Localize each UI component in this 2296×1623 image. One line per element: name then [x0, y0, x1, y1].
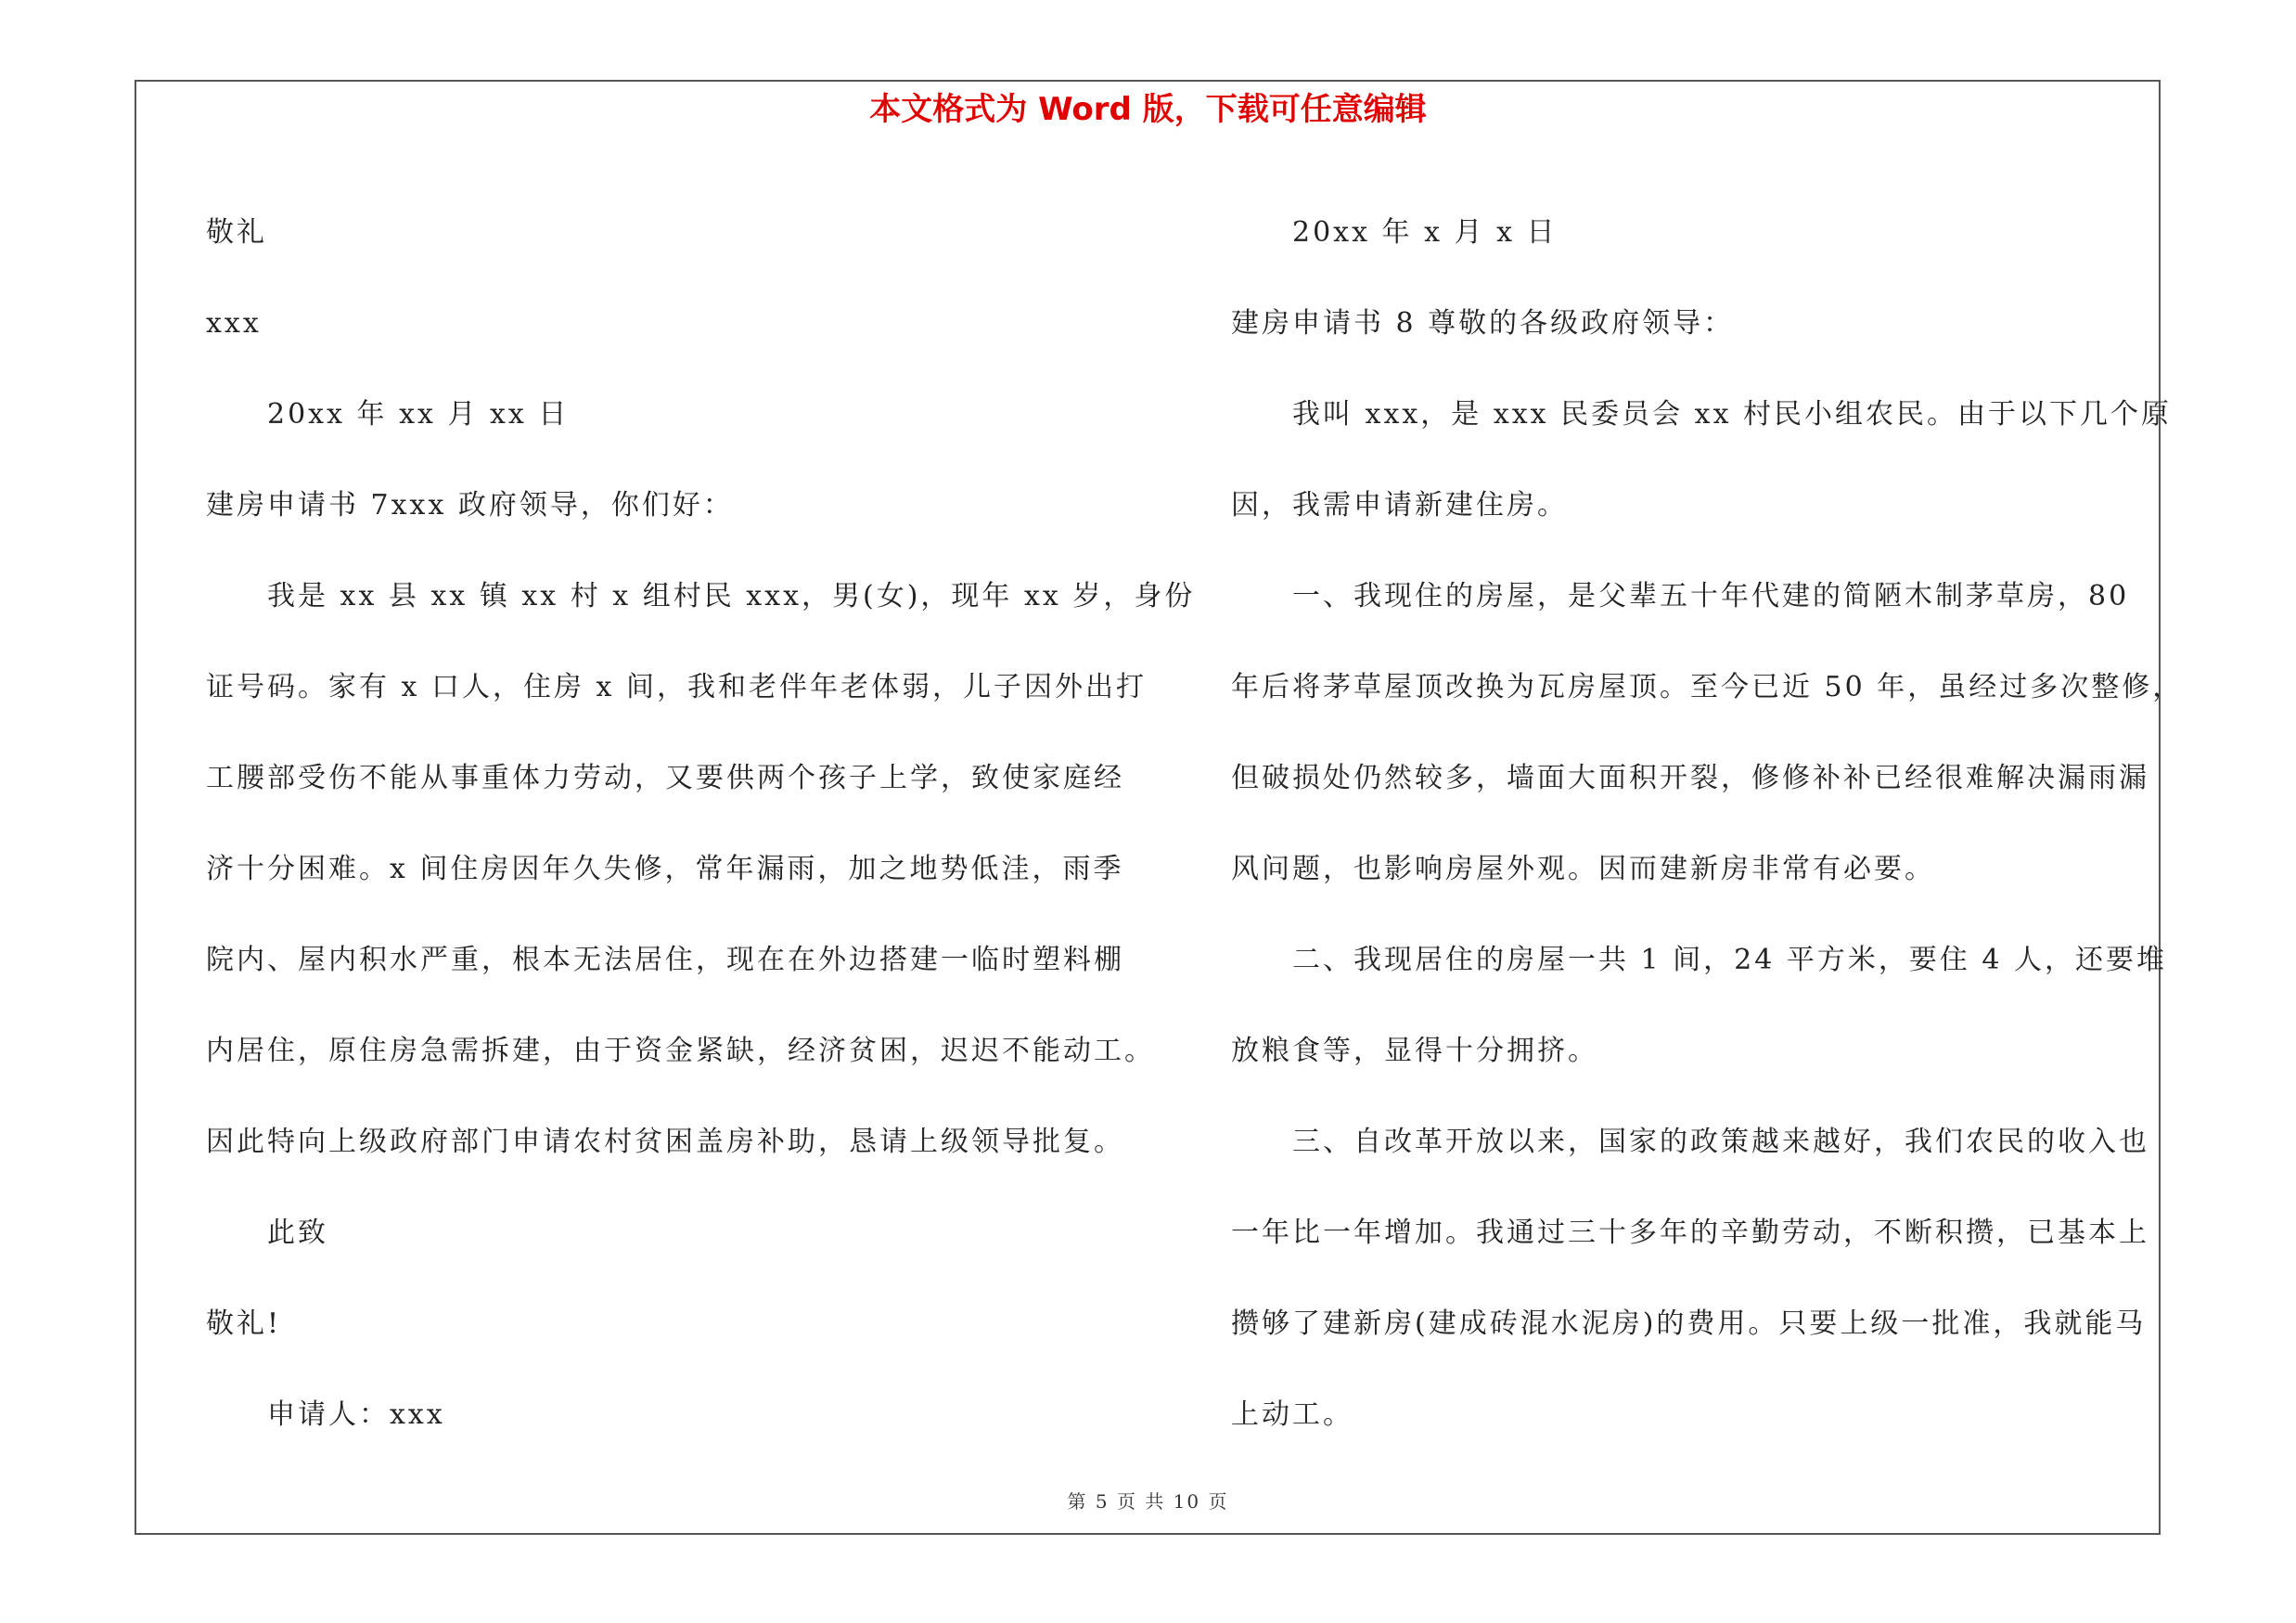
page-number: 第 5 页 共 10 页	[1067, 1490, 1229, 1513]
text-line: 内居住，原住房急需拆建，由于资金紧缺，经济贫困，迟迟不能动工。	[206, 1035, 1155, 1067]
text-line: 因此特向上级政府部门申请农村贫困盖房补助，恳请上级领导批复。	[206, 1126, 1124, 1158]
text-line: 年后将茅草屋顶改换为瓦房屋顶。至今已近 50 年，虽经过多次整修，	[1231, 671, 2184, 703]
text-line: 院内、屋内积水严重，根本无法居住，现在在外边搭建一临时塑料棚	[206, 944, 1124, 976]
text-line: 敬礼	[206, 216, 267, 249]
text-line: 放粮食等，显得十分拥挤。	[1231, 1035, 1598, 1067]
text-line: 20xx 年 x 月 x 日	[1292, 216, 1558, 249]
text-line: xxx	[206, 307, 262, 340]
text-line: 建房申请书 8 尊敬的各级政府领导：	[1231, 307, 1735, 340]
text-line: 敬礼!	[206, 1307, 282, 1340]
text-line: 证号码。家有 x 口人，住房 x 间，我和老伴年老体弱，儿子因外出打	[206, 671, 1147, 703]
text-line: 上动工。	[1231, 1398, 1353, 1431]
text-line: 风问题，也影响房屋外观。因而建新房非常有必要。	[1231, 853, 1935, 885]
text-line: 工腰部受伤不能从事重体力劳动，又要供两个孩子上学，致使家庭经	[206, 762, 1124, 794]
text-line: 此致	[267, 1217, 328, 1249]
text-line: 20xx 年 xx 月 xx 日	[267, 398, 570, 431]
left-text-column	[206, 187, 1196, 1461]
text-line: 一、我现住的房屋，是父辈五十年代建的简陋木制茅草房，80	[1292, 580, 2130, 612]
text-line: 申请人：xxx	[267, 1398, 445, 1431]
text-line: 但破损处仍然较多，墙面大面积开裂，修修补补已经很难解决漏雨漏	[1231, 762, 2149, 794]
word-format-banner: 本文格式为 Word 版，下载可任意编辑	[869, 91, 1427, 128]
text-line: 因，我需申请新建住房。	[1231, 489, 1568, 522]
right-text-column	[1231, 187, 2184, 1461]
text-line: 二、我现居住的房屋一共 1 间，24 平方米，要住 4 人，还要堆	[1292, 944, 2168, 976]
text-line: 我叫 xxx，是 xxx 民委员会 xx 村民小组农民。由于以下几个原	[1292, 398, 2173, 431]
text-line: 我是 xx 县 xx 镇 xx 村 x 组村民 xxx，男(女)，现年 xx 岁，身份	[267, 580, 1196, 612]
text-line: 一年比一年增加。我通过三十多年的辛勤劳动，不断积攒，已基本上	[1231, 1217, 2149, 1249]
text-line: 建房申请书 7xxx 政府领导，你们好：	[206, 489, 734, 522]
text-line: 三、自改革开放以来，国家的政策越来越好，我们农民的收入也	[1292, 1126, 2149, 1158]
text-line: 济十分困难。x 间住房因年久失修，常年漏雨，加之地势低洼，雨季	[206, 853, 1124, 885]
text-line: 攒够了建新房(建成砖混水泥房)的费用。只要上级一批准，我就能马	[1231, 1307, 2147, 1340]
